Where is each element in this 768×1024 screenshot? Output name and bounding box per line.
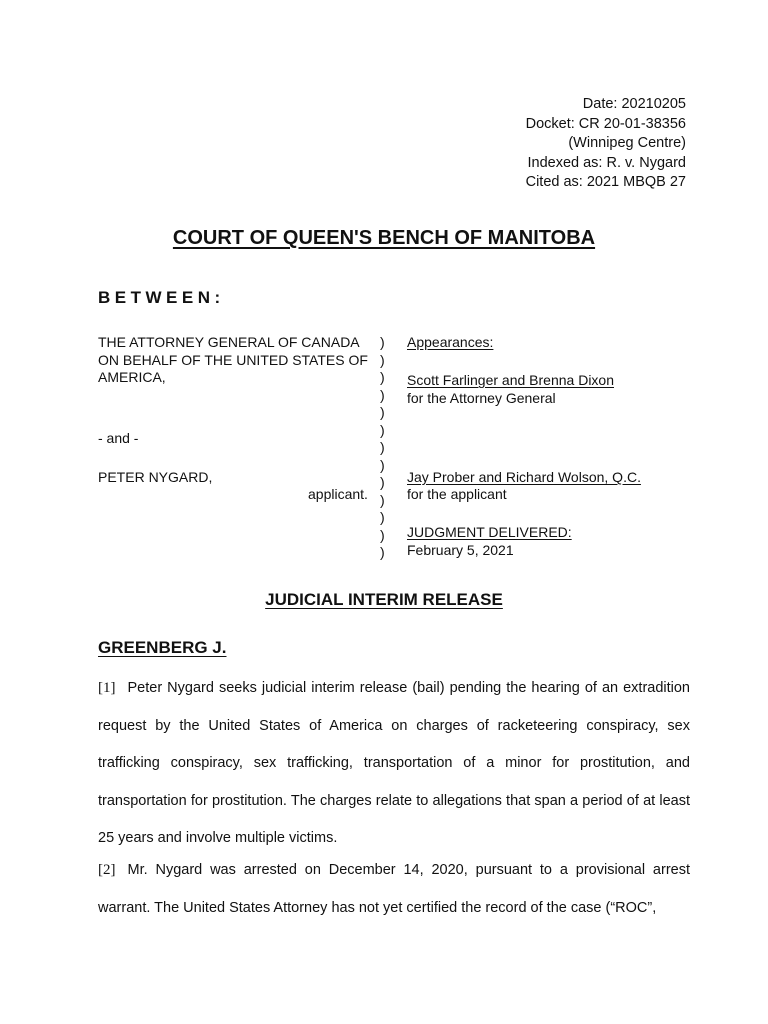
judgment-date: February 5, 2021 (407, 541, 514, 558)
appearances-label: Appearances: (407, 334, 494, 350)
judgment-delivered-label: JUDGMENT DELIVERED: (407, 524, 572, 540)
counsel-applicant: Jay Prober and Richard Wolson, Q.C. (407, 469, 641, 485)
between-label: BETWEEN: (98, 288, 225, 307)
paragraph-number: [2] (98, 862, 116, 878)
paragraph-1 (98, 670, 690, 858)
respondent-role: applicant. (308, 486, 368, 502)
and-separator: - and - (98, 430, 139, 446)
date-line: Date: 20210205 (582, 96, 686, 112)
for-applicant: for the applicant (407, 486, 507, 502)
section-title: JUDICIAL INTERIM RELEASE (265, 590, 503, 609)
paren-column: ) ) ) ) ) ) ) ) ) ) ) ) ) (380, 334, 385, 560)
for-attorney-general: for the Attorney General (407, 389, 556, 406)
paragraph-text: Peter Nygard seeks judicial interim release (bail) pending the hearing of an extradition request by the United States of America on charges of racketeering conspiracy, sex trafficking conspiracy, sex trafficking, transportation of a minor for prostitution, and transportation for prostitution. The charges relate to allegations that span a period of at least 25 years and involve multiple victims. (98, 680, 690, 846)
judge-name: GREENBERG J. (98, 638, 227, 657)
party-line-1: THE ATTORNEY GENERAL OF CANADA (98, 334, 360, 350)
court-title: COURT OF QUEEN'S BENCH OF MANITOBA (172, 227, 596, 249)
paragraph-text: Mr. Nygard was arrested on December 14, 2020, pursuant to a provisional arrest warrant. The United States Attorney has not yet certified the record of the case (“ROC”, (98, 862, 690, 916)
party-line-3: AMERICA, (98, 369, 166, 385)
cited-line: Cited as: 2021 MBQB 27 (525, 174, 686, 190)
counsel-attorney-general: Scott Farlinger and Brenna Dixon (407, 372, 614, 388)
centre-line: (Winnipeg Centre) (568, 135, 686, 151)
paragraph-2 (98, 852, 690, 927)
case-header (526, 95, 686, 193)
docket-line: Docket: CR 20-01-38356 (525, 115, 686, 132)
respondent-name: PETER NYGARD, (98, 469, 213, 485)
indexed-line: Indexed as: R. v. Nygard (527, 154, 686, 171)
paragraph-number: [1] (98, 680, 116, 696)
party-line-2: ON BEHALF OF THE UNITED STATES OF (98, 351, 368, 368)
